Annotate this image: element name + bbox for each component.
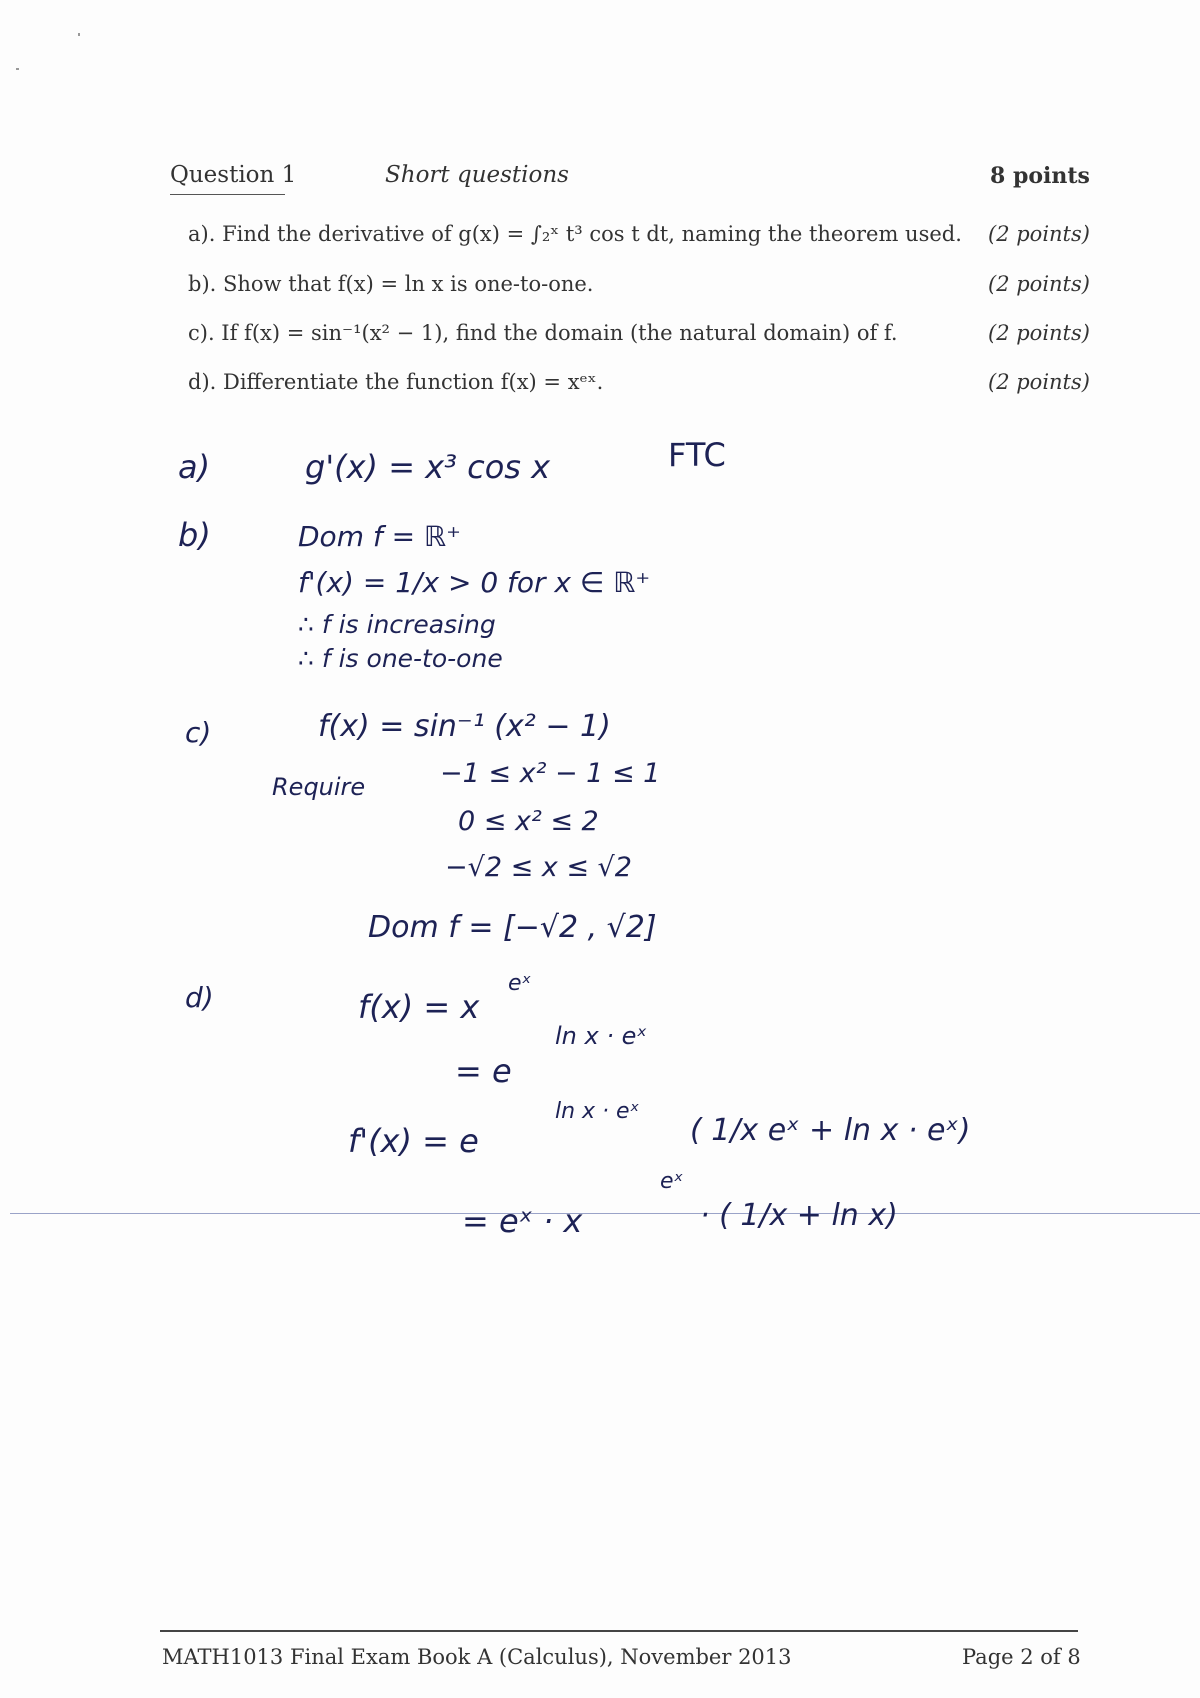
footer-exam-title: MATH1013 Final Exam Book A (Calculus), November 2013	[162, 1645, 792, 1669]
part-a-points: (2 points)	[988, 222, 1090, 246]
hw-c-require: Require	[272, 773, 366, 801]
part-c-text: c). If f(x) = sin⁻¹(x² − 1), find the domain (the natural domain) of f.	[188, 321, 898, 345]
question-label: Question 1	[170, 162, 297, 188]
part-b-points: (2 points)	[988, 272, 1090, 296]
hw-a-theorem: FTC	[668, 436, 726, 474]
question-title: Short questions	[385, 162, 569, 188]
hw-c-line3: 0 ≤ x² ≤ 2	[458, 806, 599, 837]
part-d-points: (2 points)	[988, 370, 1090, 394]
hw-d-label: d)	[185, 981, 214, 1014]
hw-b-line1: Dom f = ℝ⁺	[298, 520, 461, 553]
hw-d-line2-exponent: ln x · eˣ	[555, 1022, 648, 1050]
hw-d-line3-exponent: ln x · eˣ	[555, 1099, 640, 1124]
hw-b-label: b)	[178, 516, 211, 554]
hw-d-line2: = e	[455, 1052, 512, 1090]
hw-b-line3: ∴ f is increasing	[298, 610, 496, 639]
part-b-text: b). Show that f(x) = ln x is one-to-one.	[188, 272, 594, 296]
hw-c-label: c)	[185, 716, 212, 749]
part-c-points: (2 points)	[988, 321, 1090, 345]
footer-rule	[160, 1630, 1078, 1632]
hw-d-line4-exponent: eˣ	[660, 1169, 684, 1194]
question-points: 8 points	[990, 163, 1090, 189]
hw-c-line4: −√2 ≤ x ≤ √2	[445, 852, 632, 883]
hw-c-line2: −1 ≤ x² − 1 ≤ 1	[440, 758, 661, 789]
part-d-text: d). Differentiate the function f(x) = xᵉˣ.	[188, 370, 604, 394]
hw-d-line3: f'(x) = e	[348, 1122, 479, 1160]
hw-d-line1-exponent: eˣ	[508, 971, 532, 996]
footer-page-number: Page 2 of 8	[962, 1645, 1081, 1669]
hw-d-line3-rest: ( 1/x eˣ + ln x · eˣ)	[690, 1113, 971, 1148]
hw-a-equation: g'(x) = x³ cos x	[305, 448, 551, 486]
hw-a-label: a)	[178, 448, 211, 486]
hw-b-line4: ∴ f is one-to-one	[298, 644, 503, 673]
hw-c-line1: f(x) = sin⁻¹ (x² − 1)	[318, 709, 611, 744]
hw-d-line4: = eˣ · x	[462, 1202, 583, 1240]
hw-c-line5: Dom f = [−√2 , √2]	[368, 910, 657, 945]
hw-d-line4-rest: · ( 1/x + ln x)	[700, 1198, 898, 1233]
hw-d-line1: f(x) = x	[358, 988, 480, 1026]
part-a-text: a). Find the derivative of g(x) = ∫₂ˣ t³ cos t dt, naming the theorem used.	[188, 222, 962, 246]
hw-b-line2: f'(x) = 1/x > 0 for x ∈ ℝ⁺	[298, 566, 651, 599]
